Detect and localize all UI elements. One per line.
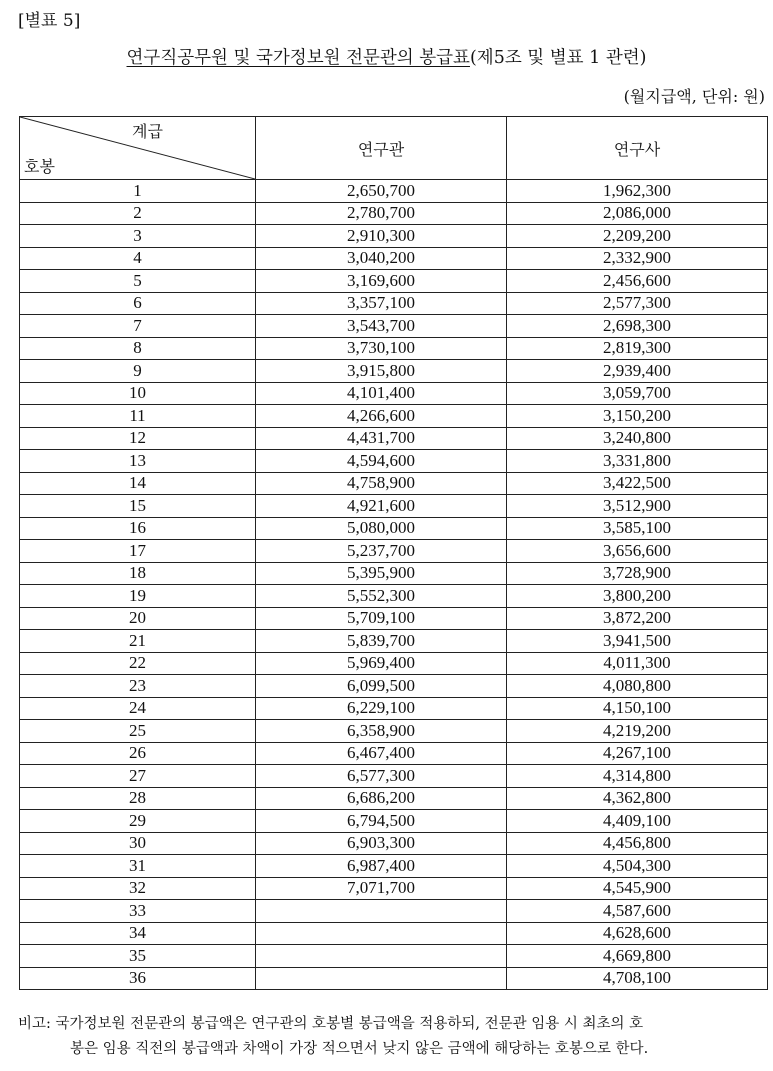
step-cell: 33 [20, 900, 256, 923]
table-row [20, 810, 768, 833]
senior-salary-cell: 7,071,700 [256, 877, 507, 900]
senior-salary-cell: 5,969,400 [256, 652, 507, 675]
step-cell: 23 [20, 675, 256, 698]
senior-salary-cell: 6,903,300 [256, 832, 507, 855]
table-row [20, 562, 768, 585]
salary-cell: 3,872,200 [507, 607, 768, 630]
step-cell: 17 [20, 540, 256, 563]
salary-cell: 2,577,300 [507, 292, 768, 315]
salary-cell: 3,800,200 [507, 585, 768, 608]
senior-salary-cell: 3,040,200 [256, 247, 507, 270]
senior-salary-cell: 6,987,400 [256, 855, 507, 878]
step-cell: 13 [20, 450, 256, 473]
table-header-row [20, 117, 768, 180]
senior-salary-cell: 3,730,100 [256, 337, 507, 360]
senior-salary-cell: 5,080,000 [256, 517, 507, 540]
salary-cell: 4,080,800 [507, 675, 768, 698]
step-cell: 20 [20, 607, 256, 630]
step-cell: 31 [20, 855, 256, 878]
remarks-line-1: 비고: 국가정보원 전문관의 봉급액은 연구관의 호봉별 봉급액을 적용하되, 전문관 임용 시 최초의 호 [18, 1016, 644, 1032]
table-row [20, 270, 768, 293]
table-row [20, 630, 768, 653]
step-cell: 6 [20, 292, 256, 315]
table-row [20, 607, 768, 630]
step-cell: 14 [20, 472, 256, 495]
table-row [20, 787, 768, 810]
senior-salary-cell [256, 945, 507, 968]
step-cell: 4 [20, 247, 256, 270]
senior-salary-cell: 2,780,700 [256, 202, 507, 225]
salary-cell: 4,587,600 [507, 900, 768, 923]
table-row [20, 202, 768, 225]
salary-cell: 3,150,200 [507, 405, 768, 428]
table-row [20, 225, 768, 248]
step-cell: 15 [20, 495, 256, 518]
step-cell: 32 [20, 877, 256, 900]
senior-salary-cell: 6,229,100 [256, 697, 507, 720]
salary-cell: 3,512,900 [507, 495, 768, 518]
remarks [18, 1012, 770, 1062]
step-cell: 21 [20, 630, 256, 653]
salary-cell: 3,656,600 [507, 540, 768, 563]
step-cell: 26 [20, 742, 256, 765]
senior-salary-cell: 6,686,200 [256, 787, 507, 810]
senior-salary-cell: 4,431,700 [256, 427, 507, 450]
table-row [20, 742, 768, 765]
table-row [20, 247, 768, 270]
step-cell: 27 [20, 765, 256, 788]
step-label: 호봉 [24, 157, 55, 176]
salary-cell: 4,314,800 [507, 765, 768, 788]
senior-salary-cell: 4,594,600 [256, 450, 507, 473]
step-cell: 35 [20, 945, 256, 968]
attachment-label: [별표 5] [18, 11, 81, 31]
table-row [20, 472, 768, 495]
salary-cell: 4,669,800 [507, 945, 768, 968]
salary-cell: 2,209,200 [507, 225, 768, 248]
step-cell: 12 [20, 427, 256, 450]
senior-salary-cell: 4,758,900 [256, 472, 507, 495]
step-cell: 7 [20, 315, 256, 338]
grade-label: 계급 [132, 122, 163, 141]
salary-cell: 4,011,300 [507, 652, 768, 675]
step-cell: 10 [20, 382, 256, 405]
step-cell: 8 [20, 337, 256, 360]
salary-cell: 4,504,300 [507, 855, 768, 878]
salary-cell: 2,086,000 [507, 202, 768, 225]
step-cell: 5 [20, 270, 256, 293]
salary-cell: 4,708,100 [507, 967, 768, 990]
senior-salary-cell: 2,910,300 [256, 225, 507, 248]
salary-cell: 3,059,700 [507, 382, 768, 405]
senior-salary-cell: 3,169,600 [256, 270, 507, 293]
remarks-line-2: 봉은 임용 직전의 봉급액과 차액이 가장 적으면서 낮지 않은 금액에 해당하는 호봉으로 한다. [70, 1041, 649, 1057]
senior-salary-cell: 6,358,900 [256, 720, 507, 743]
column-header-researcher: 연구사 [507, 117, 768, 180]
title-reference: (제5조 및 별표 1 관련) [469, 48, 647, 68]
table-row [20, 337, 768, 360]
salary-cell: 3,240,800 [507, 427, 768, 450]
step-cell: 9 [20, 360, 256, 383]
salary-cell: 4,219,200 [507, 720, 768, 743]
salary-cell: 1,962,300 [507, 180, 768, 203]
table-row [20, 292, 768, 315]
table-row [20, 427, 768, 450]
salary-table [19, 116, 768, 990]
salary-cell: 2,332,900 [507, 247, 768, 270]
table-row [20, 877, 768, 900]
senior-salary-cell: 4,101,400 [256, 382, 507, 405]
salary-cell: 2,698,300 [507, 315, 768, 338]
unit-note: (월지급액, 단위: 원) [623, 87, 765, 106]
salary-cell: 4,362,800 [507, 787, 768, 810]
salary-cell: 3,331,800 [507, 450, 768, 473]
salary-cell: 3,728,900 [507, 562, 768, 585]
table-row [20, 697, 768, 720]
salary-cell: 4,545,900 [507, 877, 768, 900]
table-row [20, 765, 768, 788]
step-cell: 29 [20, 810, 256, 833]
salary-cell: 4,267,100 [507, 742, 768, 765]
senior-salary-cell: 5,237,700 [256, 540, 507, 563]
salary-cell: 2,819,300 [507, 337, 768, 360]
column-header-researcher-senior: 연구관 [256, 117, 507, 180]
step-cell: 18 [20, 562, 256, 585]
table-body [20, 180, 768, 990]
senior-salary-cell: 4,266,600 [256, 405, 507, 428]
table-row [20, 720, 768, 743]
step-cell: 36 [20, 967, 256, 990]
table-row [20, 405, 768, 428]
salary-cell: 2,456,600 [507, 270, 768, 293]
step-cell: 28 [20, 787, 256, 810]
senior-salary-cell: 6,467,400 [256, 742, 507, 765]
step-cell: 11 [20, 405, 256, 428]
step-cell: 30 [20, 832, 256, 855]
senior-salary-cell: 3,543,700 [256, 315, 507, 338]
table-row [20, 675, 768, 698]
senior-salary-cell: 6,099,500 [256, 675, 507, 698]
step-cell: 1 [20, 180, 256, 203]
salary-cell: 4,456,800 [507, 832, 768, 855]
step-cell: 2 [20, 202, 256, 225]
table-row [20, 517, 768, 540]
table-row [20, 180, 768, 203]
table-row [20, 922, 768, 945]
senior-salary-cell: 5,395,900 [256, 562, 507, 585]
table-row [20, 540, 768, 563]
senior-salary-cell [256, 900, 507, 923]
salary-cell: 4,628,600 [507, 922, 768, 945]
table-row [20, 450, 768, 473]
salary-cell: 2,939,400 [507, 360, 768, 383]
table-row [20, 382, 768, 405]
senior-salary-cell [256, 967, 507, 990]
senior-salary-cell [256, 922, 507, 945]
step-cell: 25 [20, 720, 256, 743]
salary-cell: 3,422,500 [507, 472, 768, 495]
table-row [20, 855, 768, 878]
salary-cell: 4,150,100 [507, 697, 768, 720]
step-cell: 22 [20, 652, 256, 675]
senior-salary-cell: 4,921,600 [256, 495, 507, 518]
table-row [20, 360, 768, 383]
table-row [20, 832, 768, 855]
senior-salary-cell: 2,650,700 [256, 180, 507, 203]
step-cell: 19 [20, 585, 256, 608]
senior-salary-cell: 5,709,100 [256, 607, 507, 630]
corner-header-cell [20, 117, 256, 180]
senior-salary-cell: 5,552,300 [256, 585, 507, 608]
table-row [20, 900, 768, 923]
table-row [20, 967, 768, 990]
salary-cell: 4,409,100 [507, 810, 768, 833]
step-cell: 24 [20, 697, 256, 720]
senior-salary-cell: 6,577,300 [256, 765, 507, 788]
senior-salary-cell: 5,839,700 [256, 630, 507, 653]
step-cell: 3 [20, 225, 256, 248]
senior-salary-cell: 3,915,800 [256, 360, 507, 383]
step-cell: 16 [20, 517, 256, 540]
table-row [20, 652, 768, 675]
step-cell: 34 [20, 922, 256, 945]
table-row [20, 495, 768, 518]
table-row [20, 585, 768, 608]
salary-cell: 3,941,500 [507, 630, 768, 653]
title-main: 연구직공무원 및 국가정보원 전문관의 봉급표 [126, 48, 470, 68]
table-row [20, 945, 768, 968]
salary-cell: 3,585,100 [507, 517, 768, 540]
table-row [20, 315, 768, 338]
page-title [0, 44, 773, 69]
senior-salary-cell: 6,794,500 [256, 810, 507, 833]
senior-salary-cell: 3,357,100 [256, 292, 507, 315]
